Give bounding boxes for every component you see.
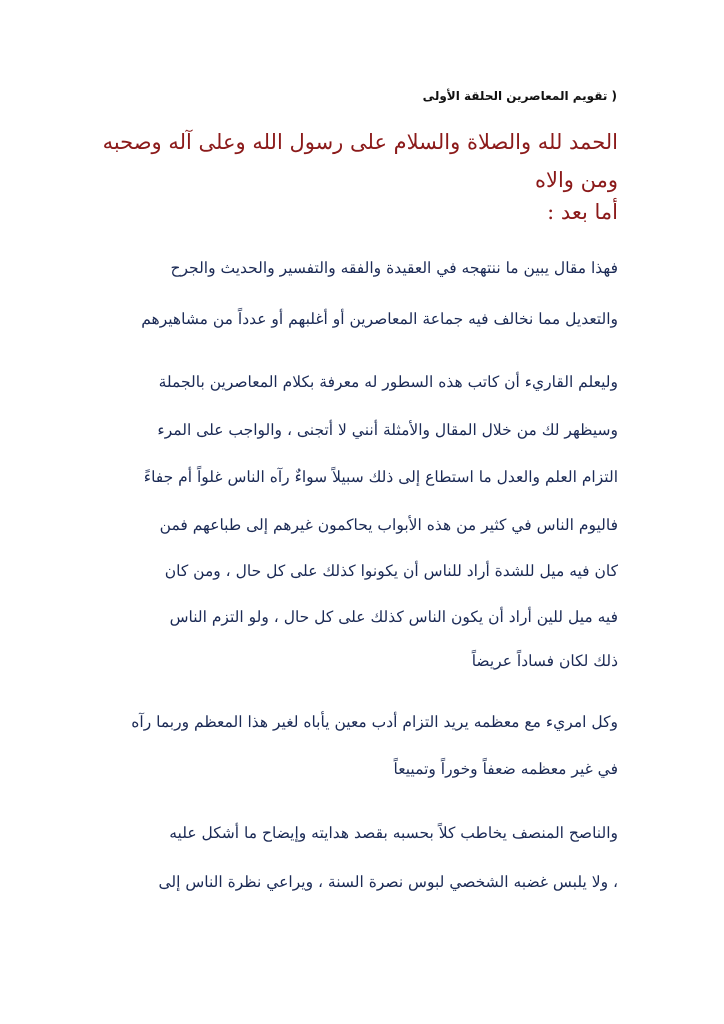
paragraph-line: فاليوم الناس في كثير من هذه الأبواب يحاكمون غيرهم إلى طباعهم فمن [159,516,618,534]
heading-line-2: ومن والاه [534,168,618,192]
heading-line-3: أما بعد : [547,200,618,224]
paragraph-line: فيه ميل للين أراد أن يكون الناس كذلك على كل حال ، ولو التزم الناس [169,608,618,626]
paragraph-line: وسيظهر لك من خلال المقال والأمثلة أنني لا أتجنى ، والواجب على المرء [157,421,618,439]
paragraph-line: ذلك لكان فساداً عريضاً [471,652,618,670]
paragraph-line: فهذا مقال يبين ما ننتهجه في العقيدة والفقه والتفسير والحديث والجرح [170,259,618,277]
paragraph-line: والتعديل مما نخالف فيه جماعة المعاصرين أو أغلبهم أو عدداً من مشاهيرهم [141,310,618,328]
document-title: ( تقويم المعاصرين الحلقة الأولى [422,89,617,103]
paragraph-line: والناصح المنصف يخاطب كلاً بحسبه بقصد هدايته وإيضاح ما أشكل عليه [169,824,618,842]
paragraph-line: التزام العلم والعدل ما استطاع إلى ذلك سبيلاً سواءٌ رآه الناس غلواً أم جفاءً [143,468,618,486]
heading-line-1: الحمد لله والصلاة والسلام على رسول الله وعلى آله وصحبه [102,130,618,154]
paragraph-line: وكل امريء مع معظمه يريد التزام أدب معين يأباه لغير هذا المعظم وربما رآه [131,713,618,731]
paragraph-line: وليعلم القاريء أن كاتب هذه السطور له معرفة بكلام المعاصرين بالجملة [158,373,618,391]
paragraph-line: في غير معظمه ضعفاً وخوراً وتمييعاً [393,760,618,778]
paragraph-line: ، ولا يلبس غضبه الشخصي لبوس نصرة السنة ، ويراعي نظرة الناس إلى [158,873,618,891]
paragraph-line: كان فيه ميل للشدة أراد للناس أن يكونوا كذلك على كل حال ، ومن كان [164,562,618,580]
